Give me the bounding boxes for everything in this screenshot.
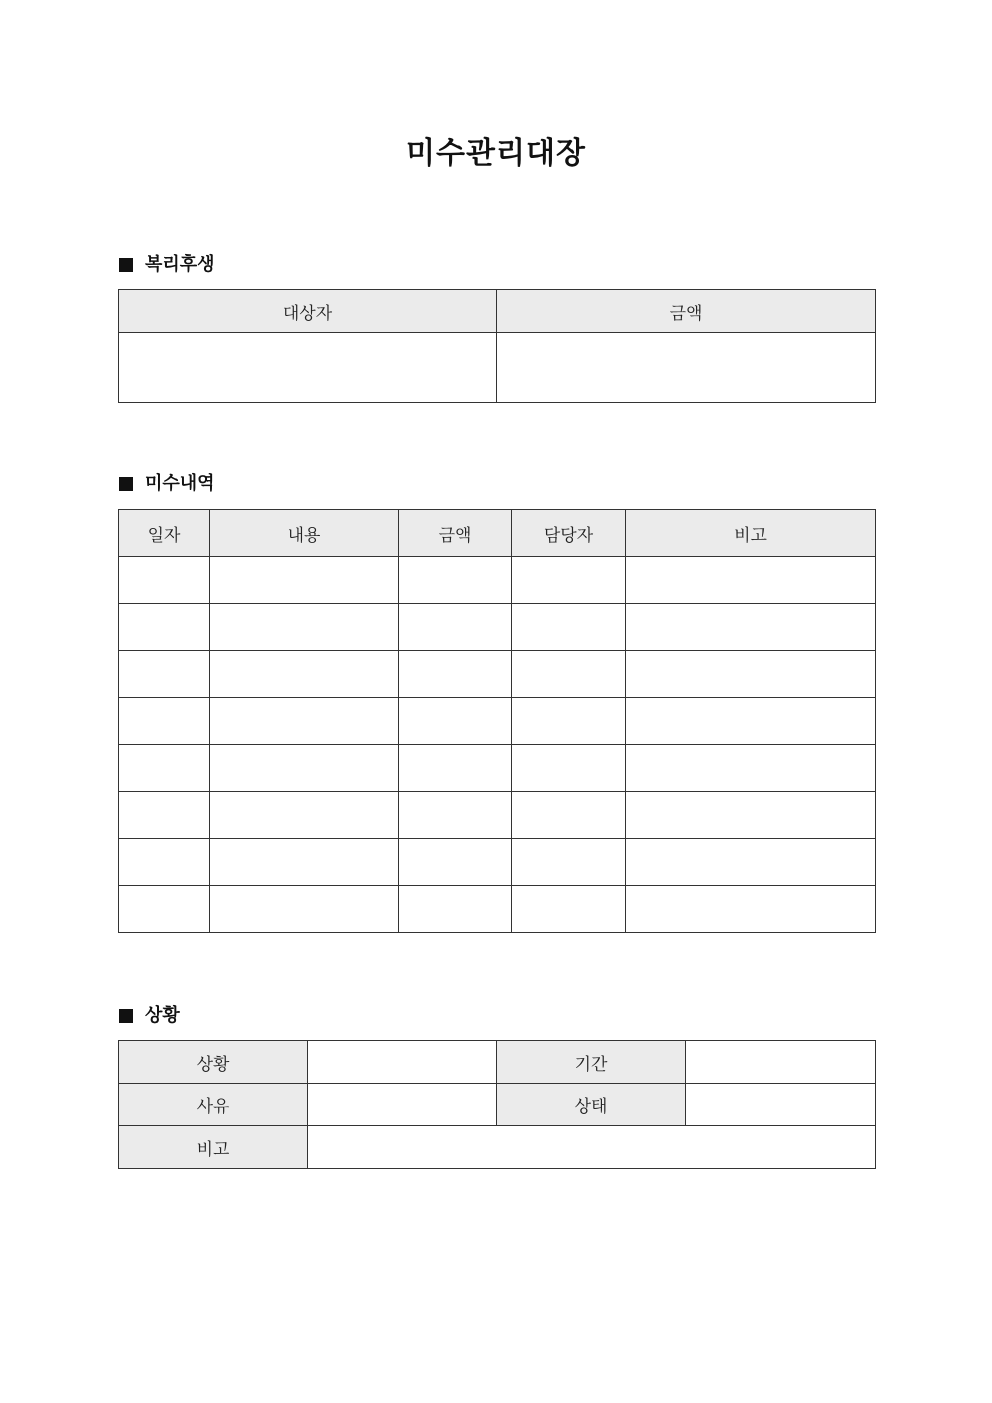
status-section-heading [119, 1003, 180, 1029]
receivables-col-amount: 금액 [399, 510, 512, 557]
welfare-col-recipient: 대상자 [119, 290, 497, 333]
receivables-section-heading [119, 471, 215, 497]
remarks-cell[interactable] [626, 792, 876, 839]
remarks-value-cell[interactable] [308, 1126, 876, 1169]
date-cell[interactable] [119, 839, 210, 886]
receivables-col-manager: 담당자 [512, 510, 626, 557]
manager-cell[interactable] [512, 698, 626, 745]
manager-cell[interactable] [512, 886, 626, 933]
remarks-label: 비고 [119, 1126, 308, 1169]
content-cell[interactable] [210, 604, 399, 651]
manager-cell[interactable] [512, 745, 626, 792]
manager-cell[interactable] [512, 604, 626, 651]
manager-cell[interactable] [512, 792, 626, 839]
date-cell[interactable] [119, 557, 210, 604]
receivables-section-title: 미수내역 [145, 473, 215, 494]
table-row [119, 792, 876, 839]
welfare-recipient-cell[interactable] [119, 333, 497, 403]
receivables-header-row [119, 510, 876, 557]
amount-cell[interactable] [399, 698, 512, 745]
manager-cell[interactable] [512, 651, 626, 698]
square-bullet-icon [119, 1009, 133, 1023]
content-cell[interactable] [210, 557, 399, 604]
amount-cell[interactable] [399, 886, 512, 933]
receivables-col-date: 일자 [119, 510, 210, 557]
table-row [119, 651, 876, 698]
content-cell[interactable] [210, 745, 399, 792]
welfare-col-amount: 금액 [497, 290, 876, 333]
welfare-entry-row [119, 333, 876, 403]
content-cell[interactable] [210, 839, 399, 886]
content-cell[interactable] [210, 651, 399, 698]
receivables-col-content: 내용 [210, 510, 399, 557]
status-value-cell[interactable] [308, 1041, 497, 1084]
amount-cell[interactable] [399, 651, 512, 698]
welfare-section-heading [119, 252, 215, 278]
amount-cell[interactable] [399, 557, 512, 604]
date-cell[interactable] [119, 698, 210, 745]
status-row-2 [119, 1084, 876, 1126]
date-cell[interactable] [119, 745, 210, 792]
welfare-section-title: 복리후생 [145, 254, 215, 275]
amount-cell[interactable] [399, 745, 512, 792]
date-cell[interactable] [119, 886, 210, 933]
receivables-table [118, 509, 876, 933]
welfare-header-row [119, 290, 876, 333]
reason-label: 사유 [119, 1084, 308, 1126]
remarks-cell[interactable] [626, 839, 876, 886]
table-row [119, 886, 876, 933]
date-cell[interactable] [119, 792, 210, 839]
welfare-table [118, 289, 876, 403]
status-table [118, 1040, 876, 1169]
remarks-cell[interactable] [626, 604, 876, 651]
period-value-cell[interactable] [686, 1041, 876, 1084]
period-label: 기간 [497, 1041, 686, 1084]
status-section-title: 상황 [145, 1005, 180, 1026]
welfare-amount-cell[interactable] [497, 333, 876, 403]
content-cell[interactable] [210, 792, 399, 839]
receivables-col-remarks: 비고 [626, 510, 876, 557]
amount-cell[interactable] [399, 839, 512, 886]
date-cell[interactable] [119, 651, 210, 698]
square-bullet-icon [119, 477, 133, 491]
table-row [119, 557, 876, 604]
remarks-cell[interactable] [626, 886, 876, 933]
content-cell[interactable] [210, 698, 399, 745]
status-row-3 [119, 1126, 876, 1169]
table-row [119, 839, 876, 886]
table-row [119, 604, 876, 651]
amount-cell[interactable] [399, 792, 512, 839]
status-label: 상황 [119, 1041, 308, 1084]
date-cell[interactable] [119, 604, 210, 651]
amount-cell[interactable] [399, 604, 512, 651]
document-title: 미수관리대장 [406, 136, 586, 171]
manager-cell[interactable] [512, 557, 626, 604]
state-value-cell[interactable] [686, 1084, 876, 1126]
table-row [119, 745, 876, 792]
state-label: 상태 [497, 1084, 686, 1126]
content-cell[interactable] [210, 886, 399, 933]
remarks-cell[interactable] [626, 745, 876, 792]
remarks-cell[interactable] [626, 698, 876, 745]
square-bullet-icon [119, 258, 133, 272]
manager-cell[interactable] [512, 839, 626, 886]
status-row-1 [119, 1041, 876, 1084]
remarks-cell[interactable] [626, 651, 876, 698]
table-row [119, 698, 876, 745]
remarks-cell[interactable] [626, 557, 876, 604]
reason-value-cell[interactable] [308, 1084, 497, 1126]
